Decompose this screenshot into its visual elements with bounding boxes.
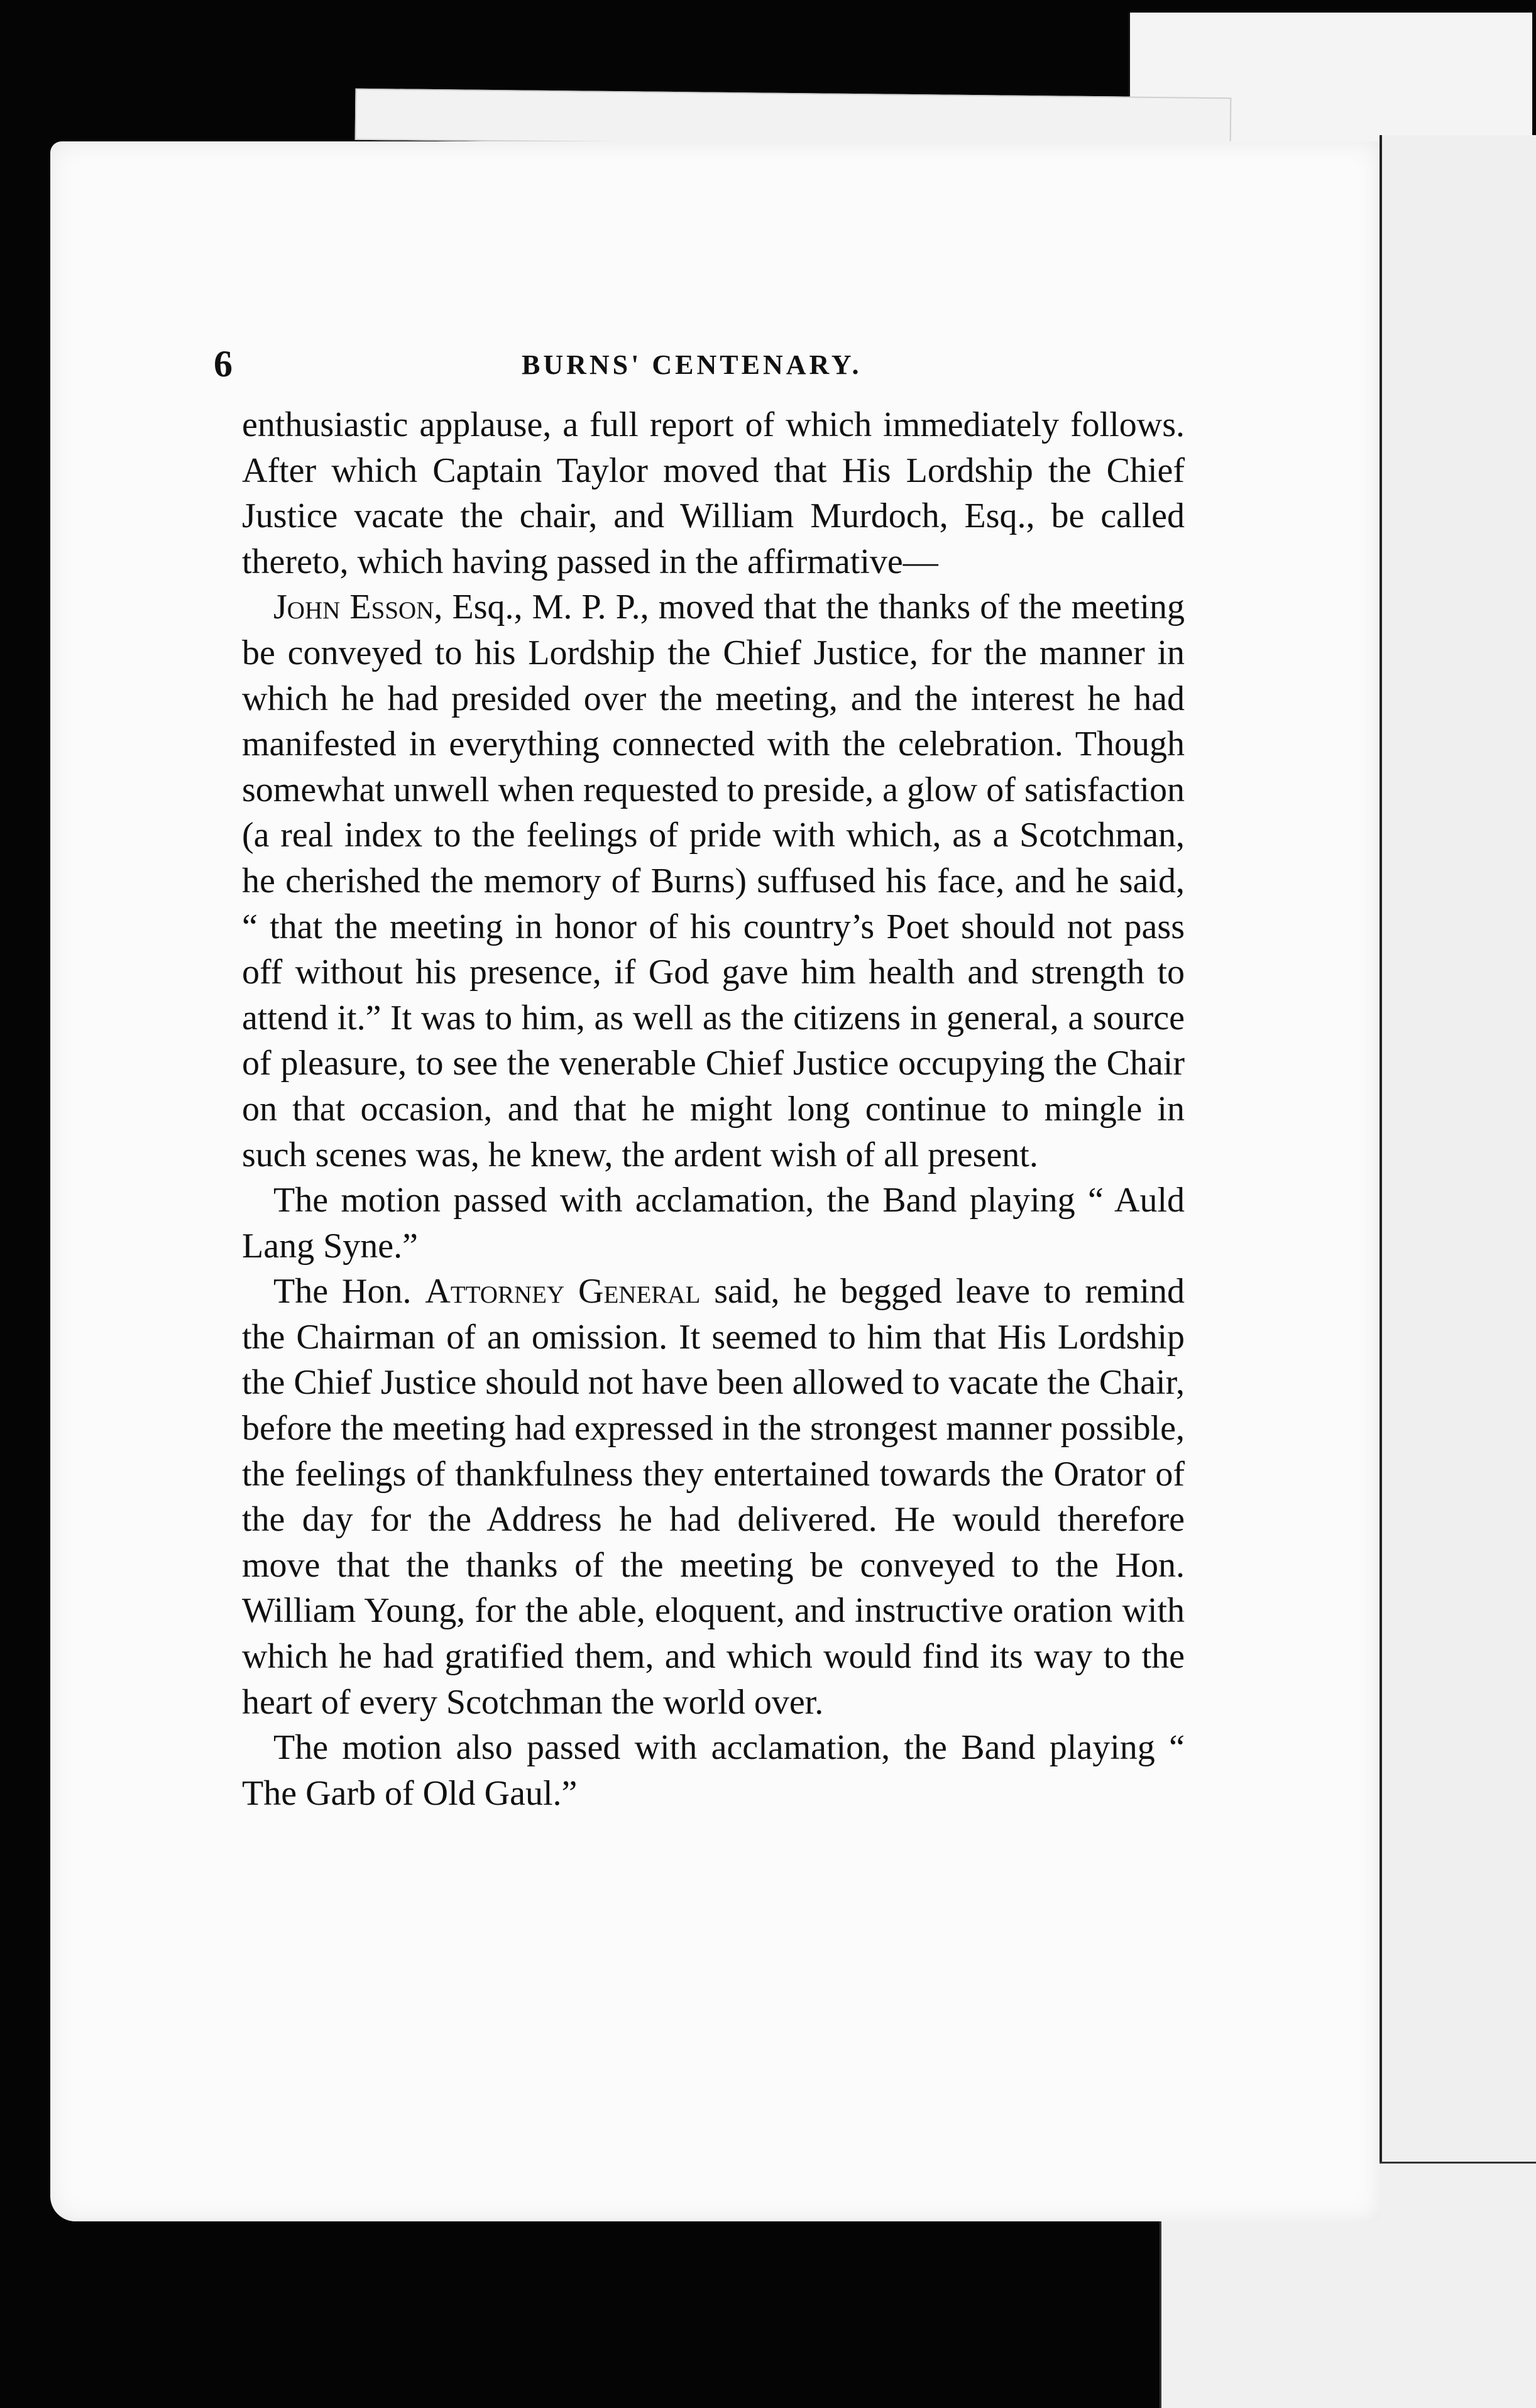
paragraph-text: said, he begged leave to remind the Chairman of an omission. It seemed to him that His Lordship the Chief Justice should not have been allowed to vacate the Chair, before the meeting had expressed in the strongest manner possible, the feelings of thankfulness they entertained towards the Orator of the day for the Address he had delivered. He would therefore move that the thanks of the meeting be conveyed to the Hon. William Young, for the able, eloquent, and instructive oration with which he had gratified them, and which would find its way to the heart of every Scotchman the world over. [242,1272,1185,1722]
paragraph-text: enthusiastic applause, a full report of which immediately follows. After which Captain Taylor moved that His Lordship the Chief Justice vacate the chair, and William Murdoch, Esq., be called thereto, which having passed in the affirmative— [242,405,1185,581]
paragraph-text: The motion passed with acclamation, the Band playing “ Auld Lang Syne.” [242,1181,1185,1266]
page-number: 6 [214,343,233,385]
speaker-name: John Esson [273,588,434,627]
paragraph [242,402,1185,584]
paragraph [242,1725,1185,1816]
speaker-name: Attorney General [425,1272,701,1311]
paragraph-prefix: The Hon. [273,1272,425,1311]
running-head: BURNS' CENTENARY. [522,349,862,380]
paragraph [242,584,1185,1178]
body-text [242,402,1185,1816]
paragraph [242,1178,1185,1269]
paragraph-text: The motion also passed with acclamation, the Band playing “ The Garb of Old Gaul.” [242,1728,1185,1813]
page-header [214,342,1188,386]
paragraph-text: , Esq., M. P. P., moved that the thanks of the meeting be conveyed to his Lordship the Chief Justice, for the manner in which he had presided over the meeting, and the interest he had manifested in everything connected with the celebration. Though somewhat unwell when requested to preside, a glow of satisfaction (a real index to the feelings of pride with which, as a Scotchman, he cherished the memory of Burns) suffused his face, and he said, “ that the meeting in honor of his country’s Poet should not pass off without his presence, if God gave him health and strength to attend it.” It was to him, as well as the citizens in general, a source of pleasure, to see the venerable Chief Justice occupying the Chair on that occasion, and that he might long continue to mingle in such scenes was, he knew, the ardent wish of all present. [242,588,1185,1174]
paragraph [242,1269,1185,1725]
background-paper-strip [355,89,1232,150]
background-paper-edge-right [1380,135,1536,2234]
